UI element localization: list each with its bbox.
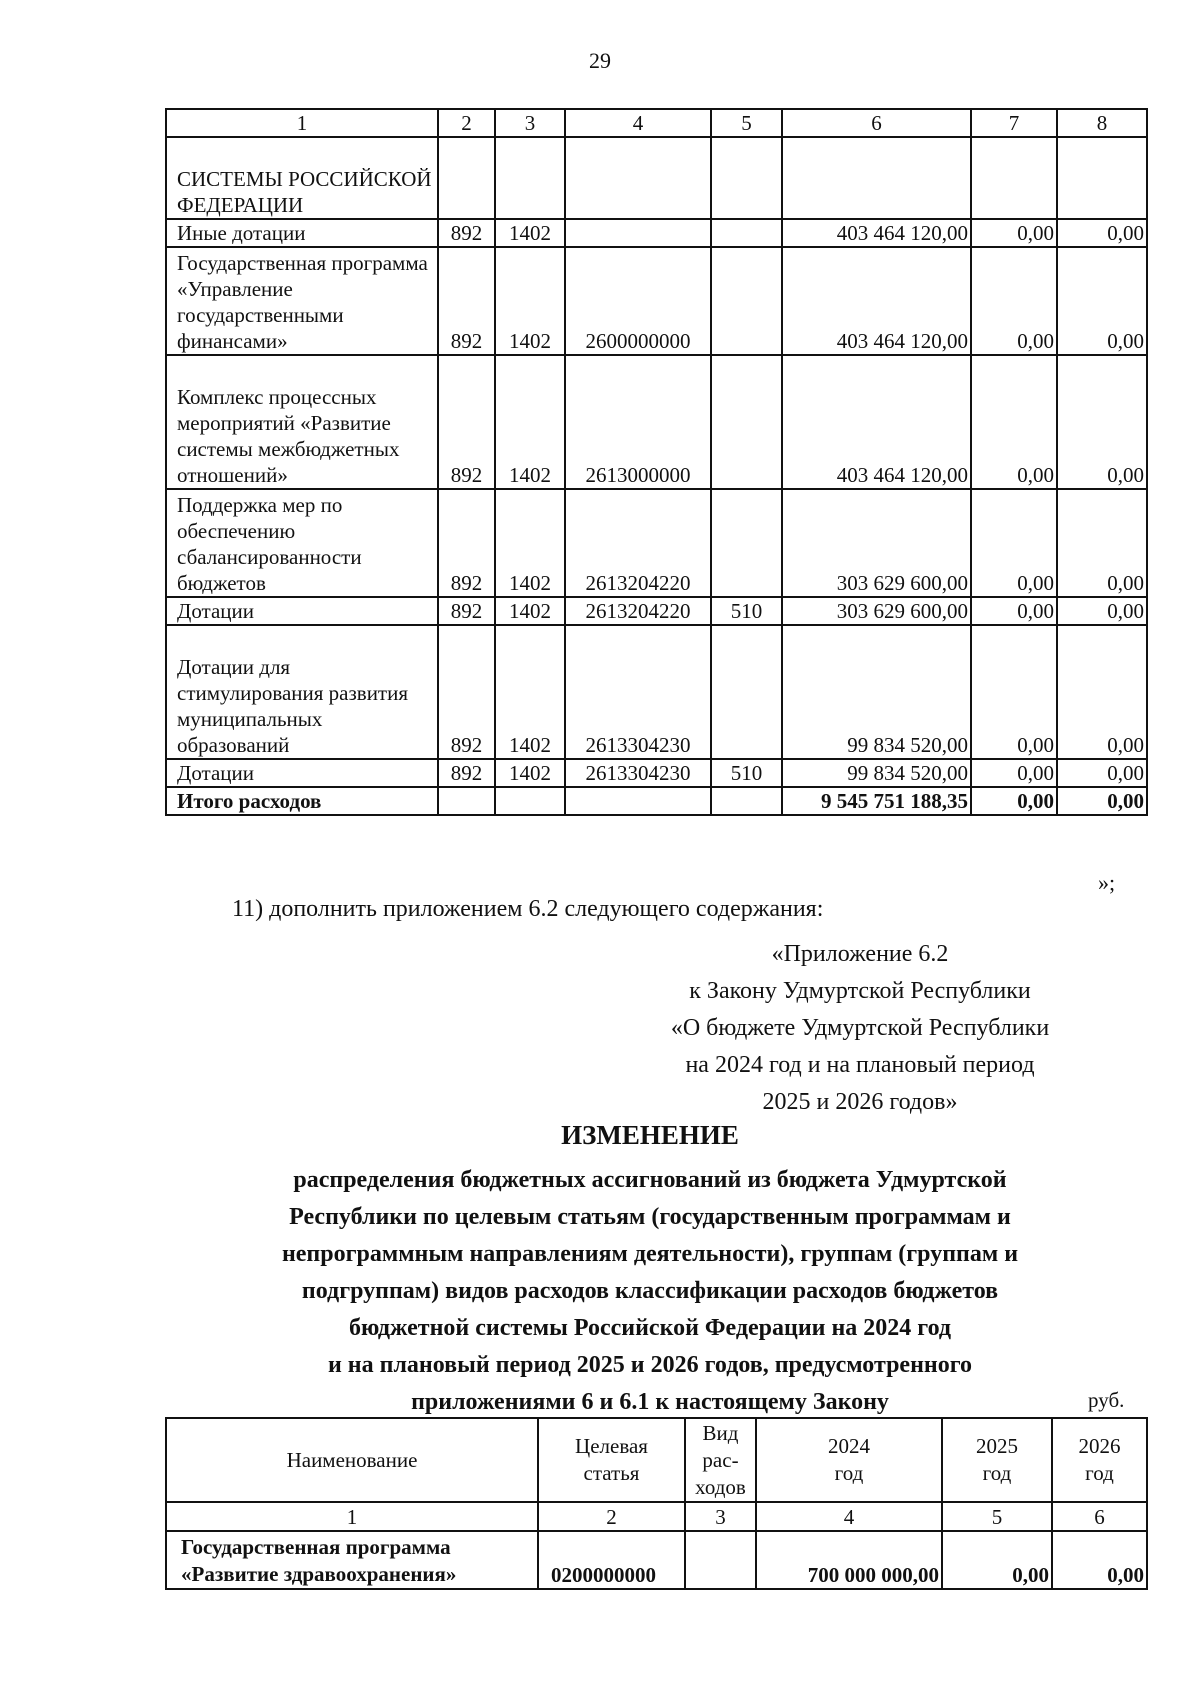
- header-line: ходов: [695, 1474, 746, 1499]
- header-cell: 7: [971, 109, 1057, 137]
- cell-ministry: [438, 137, 495, 219]
- total-row: [166, 787, 1147, 815]
- cell-type: [685, 1531, 756, 1589]
- header-line: год: [982, 1461, 1012, 1485]
- cell-ministry: 892: [438, 219, 495, 247]
- cell-target: 2613204220: [565, 489, 711, 597]
- cell-section: 1402: [495, 625, 565, 759]
- cell-2025: 0,00: [971, 597, 1057, 625]
- cell-section: 1402: [495, 759, 565, 787]
- header-cell: 8: [1057, 109, 1147, 137]
- cell-2024: 403 464 120,00: [782, 247, 971, 355]
- table-row: [166, 137, 1147, 219]
- cell-2024: 303 629 600,00: [782, 597, 971, 625]
- column-number: 5: [942, 1502, 1052, 1531]
- row-name: Поддержка мер по обеспечению сбалансированности бюджетов: [166, 489, 438, 597]
- cell-section: 1402: [495, 489, 565, 597]
- row-name: Дотации для стимулирования развития муниципальных образований: [166, 625, 438, 759]
- row-name: Комплекс процессных мероприятий «Развитие системы межбюджетных отношений»: [166, 355, 438, 489]
- cell-type: 510: [711, 759, 782, 787]
- cell-ministry: 892: [438, 597, 495, 625]
- header-line: статья: [583, 1461, 640, 1485]
- header-line: 2025: [976, 1434, 1018, 1458]
- cell-2024: 403 464 120,00: [782, 219, 971, 247]
- cell-type: [711, 137, 782, 219]
- cell-ministry: 892: [438, 759, 495, 787]
- table-row: [166, 489, 1147, 597]
- column-number: 1: [166, 1502, 538, 1531]
- appendix-caption-line: к Закону Удмуртской Республики: [689, 978, 1031, 1004]
- cell-type: [711, 247, 782, 355]
- table-row: [166, 219, 1147, 247]
- appendix-caption-line: «Приложение 6.2: [771, 941, 949, 967]
- column-number: 2: [538, 1502, 685, 1531]
- header-line: Целевая: [575, 1434, 648, 1458]
- header-line: 2026: [1078, 1434, 1121, 1458]
- cell-2024: [782, 137, 971, 219]
- amendment-paragraph: 11) дополнить приложением 6.2 следующего содержания:: [232, 896, 824, 922]
- cell-ministry: 892: [438, 625, 495, 759]
- cell-ministry: 892: [438, 355, 495, 489]
- document-title: ИЗМЕНЕНИЕ: [561, 1120, 739, 1150]
- header-cell: 1: [166, 109, 438, 137]
- subtitle-line: распределения бюджетных ассигнований из бюджета Удмуртской: [293, 1167, 1007, 1193]
- header-cell: 5: [711, 109, 782, 137]
- row-name: Дотации: [166, 597, 438, 625]
- expenditure-table-continuation: [165, 108, 1148, 816]
- header-line: Вид: [702, 1420, 739, 1445]
- header-cell: 4: [565, 109, 711, 137]
- header-expense-type: [685, 1418, 756, 1502]
- subtitle-line: непрограммным направлениям деятельности), группам (группам и: [281, 1241, 1019, 1267]
- table-row: [166, 1531, 1147, 1589]
- header-2025: [942, 1418, 1052, 1502]
- cell-type: [711, 489, 782, 597]
- cell-2026: 0,00: [1057, 625, 1147, 759]
- cell-2024: 403 464 120,00: [782, 355, 971, 489]
- subtitle-line: Республики по целевым статьям (государственным программам и: [289, 1204, 1011, 1230]
- header-cell: 2: [438, 109, 495, 137]
- table-row: [166, 355, 1147, 489]
- closing-quote: »;: [1098, 870, 1116, 895]
- table-header-row: [166, 1418, 1147, 1502]
- cell-2026: 0,00: [1057, 489, 1147, 597]
- cell-2026: 0,00: [1052, 1531, 1147, 1589]
- cell-target: 0200000000: [538, 1531, 685, 1589]
- cell-target: [565, 219, 711, 247]
- header-target-article: [538, 1418, 685, 1502]
- cell-2026: [1057, 137, 1147, 219]
- cell-2026: 0,00: [1057, 759, 1147, 787]
- cell-target: 2613204220: [565, 597, 711, 625]
- cell-2026: 0,00: [1057, 247, 1147, 355]
- column-number: 6: [1052, 1502, 1147, 1531]
- header-2026: [1052, 1418, 1147, 1502]
- row-name: [166, 1531, 538, 1589]
- cell-2025: [971, 137, 1057, 219]
- cell-2024: 99 834 520,00: [782, 759, 971, 787]
- appendix-caption: [560, 936, 1160, 1121]
- cell-ministry: 892: [438, 247, 495, 355]
- table-row: [166, 247, 1147, 355]
- cell-2025: 0,00: [971, 787, 1057, 815]
- cell-target: 2600000000: [565, 247, 711, 355]
- column-number-row: [166, 1502, 1147, 1531]
- cell-target: [565, 137, 711, 219]
- subtitle-line: и на плановый период 2025 и 2026 годов, предусмотренного: [327, 1352, 973, 1378]
- cell-section: [495, 137, 565, 219]
- table-row: [166, 759, 1147, 787]
- cell-section: 1402: [495, 355, 565, 489]
- cell-2025: 0,00: [971, 759, 1057, 787]
- cell-type: [711, 625, 782, 759]
- row-name: СИСТЕМЫ РОССИЙСКОЙ ФЕДЕРАЦИИ: [166, 137, 438, 219]
- table-row: [166, 597, 1147, 625]
- cell-2026: 0,00: [1057, 597, 1147, 625]
- cell-target: 2613304230: [565, 759, 711, 787]
- cell-2024: 303 629 600,00: [782, 489, 971, 597]
- cell-type: [711, 219, 782, 247]
- appendix-caption-line: на 2024 год и на плановый период: [685, 1052, 1035, 1078]
- cell-2025: 0,00: [971, 355, 1057, 489]
- cell-2026: 0,00: [1057, 787, 1147, 815]
- cell-2025: 0,00: [942, 1531, 1052, 1589]
- column-number: 3: [685, 1502, 756, 1531]
- document-subtitle: [150, 1162, 1150, 1421]
- column-number: 4: [756, 1502, 942, 1531]
- header-cell: 3: [495, 109, 565, 137]
- appendix-caption-line: 2025 и 2026 годов»: [762, 1089, 958, 1115]
- cell-type: 510: [711, 597, 782, 625]
- appendix-table: [165, 1417, 1148, 1590]
- cell-section: [495, 787, 565, 815]
- header-line: год: [834, 1461, 864, 1485]
- row-name: Дотации: [166, 759, 438, 787]
- row-name: Итого расходов: [166, 787, 438, 815]
- header-name: Наименование: [166, 1418, 538, 1502]
- cell-section: 1402: [495, 247, 565, 355]
- cell-2026: 0,00: [1057, 219, 1147, 247]
- cell-section: 1402: [495, 597, 565, 625]
- cell-ministry: 892: [438, 489, 495, 597]
- row-name-line: Государственная программа: [181, 1535, 451, 1559]
- appendix-caption-line: «О бюджете Удмуртской Республики: [670, 1015, 1050, 1041]
- table-row: [166, 625, 1147, 759]
- row-name: Государственная программа «Управление государственными финансами»: [166, 247, 438, 355]
- subtitle-line: подгруппам) видов расходов классификации расходов бюджетов: [301, 1278, 999, 1304]
- cell-target: 2613304230: [565, 625, 711, 759]
- cell-2024: 99 834 520,00: [782, 625, 971, 759]
- header-cell: 6: [782, 109, 971, 137]
- cell-2026: 0,00: [1057, 355, 1147, 489]
- cell-section: 1402: [495, 219, 565, 247]
- cell-2025: 0,00: [971, 247, 1057, 355]
- cell-2025: 0,00: [971, 489, 1057, 597]
- row-name: Иные дотации: [166, 219, 438, 247]
- cell-2025: 0,00: [971, 219, 1057, 247]
- header-2024: [756, 1418, 942, 1502]
- header-line: 2024: [828, 1434, 870, 1458]
- row-name-line: «Развитие здравоохранения»: [181, 1562, 457, 1586]
- cell-2025: 0,00: [971, 625, 1057, 759]
- table-header-row: [166, 109, 1147, 137]
- header-line: рас-: [702, 1447, 739, 1472]
- cell-2024: 9 545 751 188,35: [782, 787, 971, 815]
- cell-type: [711, 355, 782, 489]
- cell-ministry: [438, 787, 495, 815]
- cell-type: [711, 787, 782, 815]
- currency-unit: руб.: [1088, 1388, 1125, 1412]
- subtitle-line: приложениями 6 и 6.1 к настоящему Закону: [411, 1389, 889, 1415]
- subtitle-line: бюджетной системы Российской Федерации на 2024 год: [348, 1315, 952, 1341]
- cell-target: 2613000000: [565, 355, 711, 489]
- cell-target: [565, 787, 711, 815]
- header-line: год: [1085, 1461, 1114, 1485]
- cell-2024: 700 000 000,00: [756, 1531, 942, 1589]
- page-number: 29: [589, 48, 611, 73]
